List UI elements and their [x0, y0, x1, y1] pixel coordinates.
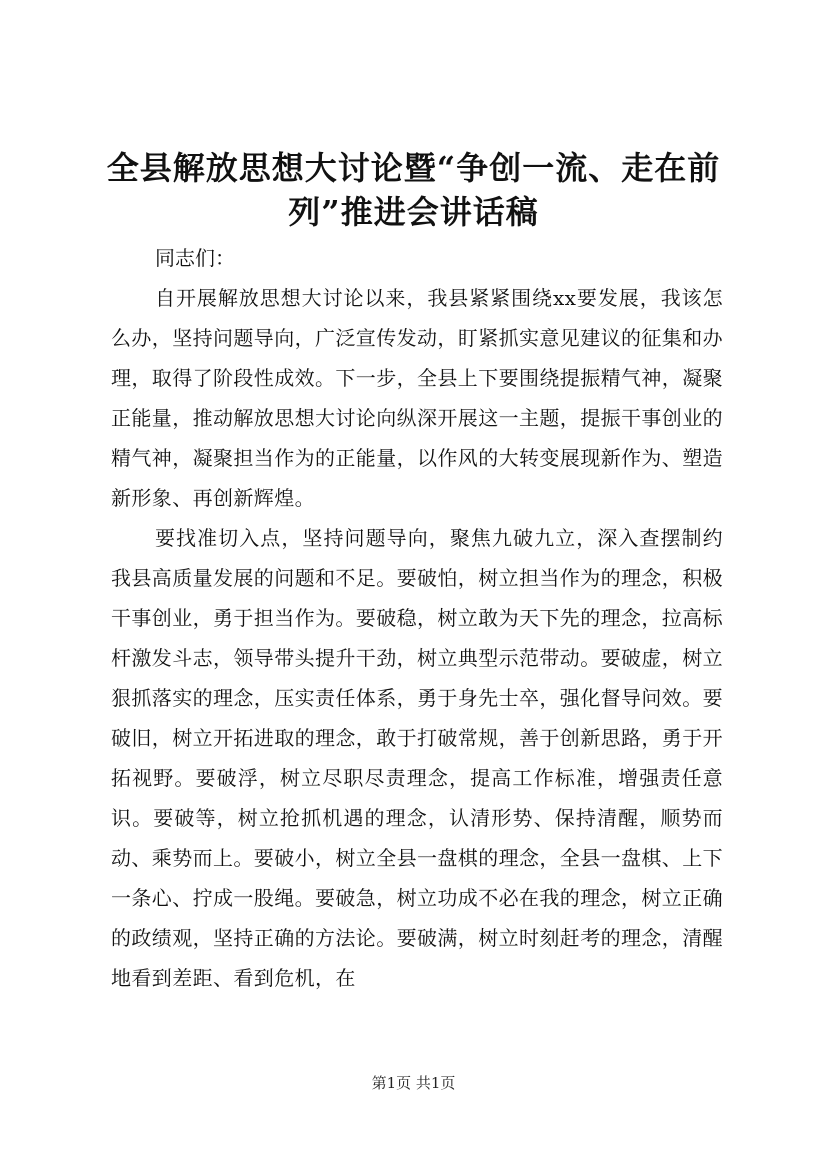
- document-body: [111, 238, 723, 998]
- page-footer: 第1页 共1页: [371, 1074, 456, 1092]
- salutation: 同志们：: [155, 246, 235, 270]
- paragraph-2: 要找准切入点，坚持问题导向，聚焦九破九立，深入查摆制约我县高质量发展的问题和不足。要破怕，树立担当作为的理念，积极干事创业，勇于担当作为。要破稳，树立敢为天下先的理念，拉高标杆激发斗志，领导带头提升干劲，树立典型示范带动。要破虚，树立狠抓落实的理念，压实责任体系，勇于身先士卒，强化督导问效。要破旧，树立开拓进取的理念，敢于打破常规，善于创新思路，勇于开拓视野。要破浮，树立尽职尽责理念，提高工作标准，增强责任意识。要破等，树立抢抓机遇的理念，认清形势、保持清醒，顺势而动、乘势而上。要破小，树立全县一盘棋的理念，全县一盘棋、上下一条心、拧成一股绳。要破急，树立功成不必在我的理念，树立正确的政绩观，坚持正确的方法论。要破满，树立时刻赶考的理念，清醒地看到差距、看到危机，在: [111, 526, 723, 990]
- document-title: 全县解放思想大讨论暨“争创一流、走在前列”推进会讲话稿: [106, 149, 721, 231]
- paragraph-1: 自开展解放思想大讨论以来，我县紧紧围绕xx要发展，我该怎么办，坚持问题导向，广泛宣传发动，盯紧抓实意见建议的征集和办理，取得了阶段性成效。下一步，全县上下要围绕提振精气神，凝聚正能量，推动解放思想大讨论向纵深开展这一主题，提振干事创业的精气神，凝聚担当作为的正能量，以作风的大转变展现新作为、塑造新形象、再创新辉煌。: [111, 286, 723, 510]
